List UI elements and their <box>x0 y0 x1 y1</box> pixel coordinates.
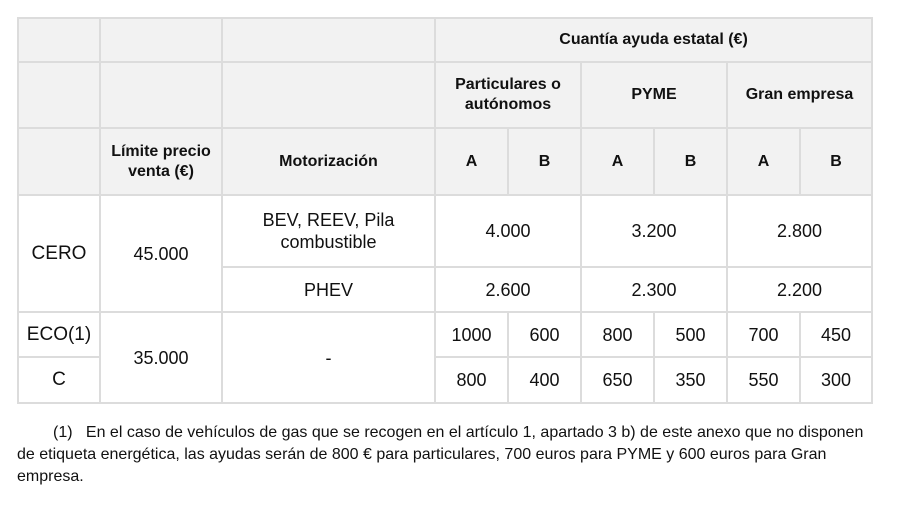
sub-col-b: B <box>800 128 872 195</box>
group-pyme: PYME <box>581 62 727 128</box>
motor-bev: BEV, REEV, Pila combustible <box>222 195 435 267</box>
value-cell: 300 <box>800 357 872 403</box>
empty-header-cell <box>18 18 100 62</box>
sub-col-a: A <box>581 128 654 195</box>
sub-col-b: B <box>508 128 581 195</box>
value-cell: 500 <box>654 312 727 357</box>
price-limit-cero: 45.000 <box>100 195 222 312</box>
value-cell: 400 <box>508 357 581 403</box>
aid-amount-title: Cuantía ayuda estatal (€) <box>435 18 872 62</box>
col-price-limit: Límite precio venta (€) <box>100 128 222 195</box>
category-c: C <box>18 357 100 403</box>
empty-header-cell <box>18 128 100 195</box>
header-row-title <box>18 18 872 62</box>
value-cell: 3.200 <box>581 195 727 267</box>
col-motorization: Motorización <box>222 128 435 195</box>
value-cell: 2.600 <box>435 267 581 312</box>
header-row-columns <box>18 128 872 195</box>
empty-header-cell <box>18 62 100 128</box>
value-cell: 2.300 <box>581 267 727 312</box>
motor-phev: PHEV <box>222 267 435 312</box>
value-cell: 800 <box>581 312 654 357</box>
footnote-text: En el caso de vehículos de gas que se recogen en el artículo 1, apartado 3 b) de este anexo que no disponen de etiqueta energética, las ayudas serán de 800 € para particulares, 700 euros para PYME y 600 euros para Gran empresa. <box>17 424 864 485</box>
sub-col-b: B <box>654 128 727 195</box>
value-cell: 1000 <box>435 312 508 357</box>
value-cell: 4.000 <box>435 195 581 267</box>
value-cell: 350 <box>654 357 727 403</box>
value-cell: 600 <box>508 312 581 357</box>
empty-header-cell <box>222 18 435 62</box>
motor-eco-c: - <box>222 312 435 403</box>
value-cell: 450 <box>800 312 872 357</box>
table-row-cero-bev <box>18 195 872 267</box>
header-row-groups <box>18 62 872 128</box>
value-cell: 800 <box>435 357 508 403</box>
price-limit-eco-c: 35.000 <box>100 312 222 403</box>
empty-header-cell <box>222 62 435 128</box>
value-cell: 2.200 <box>727 267 872 312</box>
value-cell: 550 <box>727 357 800 403</box>
category-cero: CERO <box>18 195 100 312</box>
footnote-number: (1) <box>53 424 73 441</box>
group-gran-empresa: Gran empresa <box>727 62 872 128</box>
aid-table <box>17 17 873 404</box>
empty-header-cell <box>100 18 222 62</box>
sub-col-a: A <box>435 128 508 195</box>
sub-col-a: A <box>727 128 800 195</box>
table-row-eco <box>18 312 872 357</box>
empty-header-cell <box>100 62 222 128</box>
group-particulares: Particulares o autónomos <box>435 62 581 128</box>
footnote <box>17 422 875 488</box>
value-cell: 700 <box>727 312 800 357</box>
category-eco: ECO(1) <box>18 312 100 357</box>
value-cell: 2.800 <box>727 195 872 267</box>
value-cell: 650 <box>581 357 654 403</box>
